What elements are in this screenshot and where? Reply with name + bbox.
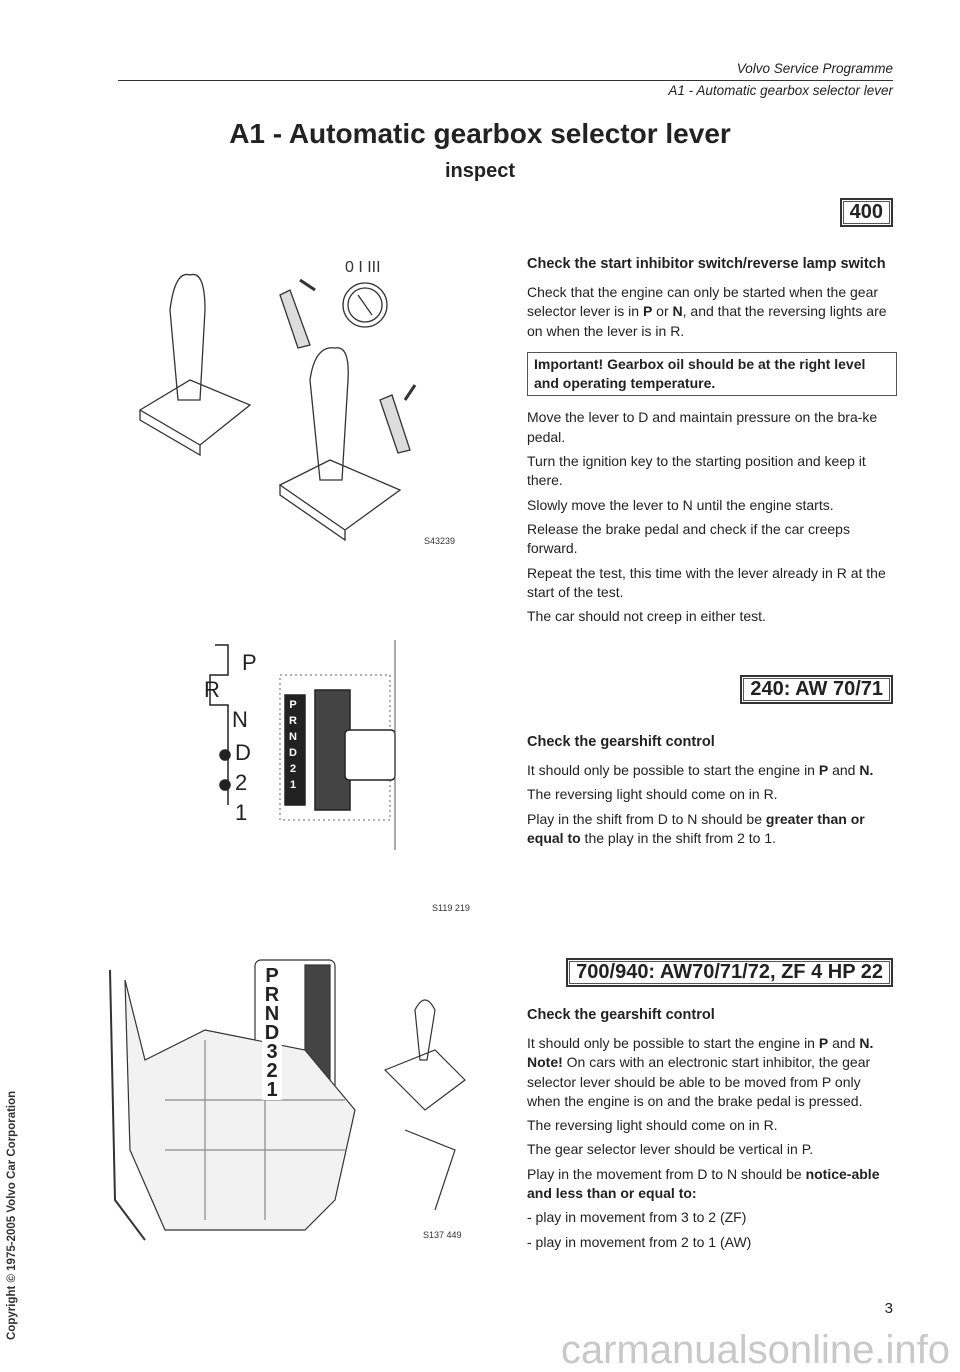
section-heading: Check the gearshift control <box>527 734 715 750</box>
section-heading: Check the gearshift control <box>527 1007 715 1023</box>
important-note: Important! Gearbox oil should be at the right level and operating temperature. <box>527 352 897 397</box>
svg-text:D: D <box>235 740 251 765</box>
paragraph: Check that the engine can only be started when the gear selector lever is in P or N, and that the reversing lights are on when the lever is in R. <box>527 284 887 339</box>
indicator-d: D <box>289 747 297 759</box>
page-number: 3 <box>884 1300 893 1317</box>
paragraph: The reversing light should come on in R. <box>527 786 778 803</box>
indicator-p: P <box>289 699 297 711</box>
gear-2: 2 <box>266 1060 278 1082</box>
figure-2-caption: S119 219 <box>432 903 470 913</box>
running-header-section: A1 - Automatic gearbox selector lever <box>668 83 893 98</box>
step: The car should not creep in either test. <box>527 608 766 625</box>
figure-3-caption: S137 449 <box>423 1230 462 1240</box>
svg-text:1: 1 <box>235 800 248 825</box>
indicator-2: 2 <box>289 763 297 775</box>
watermark: carmanualsonline.info <box>560 1328 950 1372</box>
indicator-n: N <box>289 731 297 743</box>
paragraph: The reversing light should come on in R. <box>527 1117 778 1134</box>
paragraph: It should only be possible to start the engine in P and N. <box>527 762 874 778</box>
bullet: - play in movement from 2 to 1 (AW) <box>527 1233 752 1250</box>
bullet: - play in movement from 3 to 2 (ZF) <box>527 1209 747 1226</box>
model-badge-700-940: 700/940: AW70/71/72, ZF 4 HP 22 <box>566 958 893 987</box>
gear-n: N <box>264 1003 280 1025</box>
model-badge-400: 400 <box>840 198 893 227</box>
section-heading: Check the start inhibitor switch/reverse lamp switch <box>527 256 886 272</box>
figure-selector-lever-illustration <box>130 250 470 560</box>
paragraph: The gear selector lever should be vertical in P. <box>527 1141 814 1158</box>
section-start-inhibitor <box>527 254 897 631</box>
gear-r: R <box>264 984 280 1006</box>
paragraph: Play in the shift from D to N should be greater than or equal to the play in the shift from 2 to 1. <box>527 810 865 846</box>
svg-text:2: 2 <box>235 770 248 795</box>
figure-gear-position-diagram <box>200 635 410 855</box>
running-header-title: Volvo Service Programme <box>736 61 893 76</box>
gear-d: D <box>264 1022 280 1044</box>
svg-text:N: N <box>232 707 248 732</box>
svg-text:P: P <box>242 650 257 675</box>
svg-text:R: R <box>204 677 220 702</box>
gear-1: 1 <box>266 1079 278 1101</box>
page-subtitle: inspect <box>444 160 516 182</box>
paragraph: Play in the movement from D to N should be notice-able and less than or equal to: <box>527 1165 880 1202</box>
step: Repeat the test, this time with the lever already in R at the start of the test. <box>527 564 886 600</box>
ignition-key-label: 0 I III <box>345 259 381 276</box>
figure-1-caption: S43239 <box>424 536 456 546</box>
step: Slowly move the lever to N until the engine starts. <box>527 496 834 513</box>
step: Release the brake pedal and check if the car creeps forward. <box>527 520 850 557</box>
gear-p: P <box>265 965 279 987</box>
header-rule <box>118 80 893 81</box>
indicator-r: R <box>289 715 297 727</box>
indicator-1: 1 <box>289 779 297 791</box>
gear-3: 3 <box>266 1041 278 1063</box>
figure-gearbox-illustration <box>105 950 475 1250</box>
step: Turn the ignition key to the starting position and keep it there. <box>527 453 866 489</box>
step: Move the lever to D and maintain pressure on the bra-ke pedal. <box>527 409 878 445</box>
paragraph: It should only be possible to start the engine in P and N. Note! On cars with an electronic start inhibitor, the gear selector lever should be able to be moved from P only when the engine is on and the brake pedal is pressed. <box>527 1035 874 1109</box>
section-gearshift-700-940 <box>527 1005 897 1257</box>
page-title: A1 - Automatic gearbox selector lever <box>229 118 731 149</box>
section-gearshift-240 <box>527 732 897 853</box>
copyright-notice: Copyright © 1975-2005 Volvo Car Corporation <box>6 1090 18 1340</box>
model-badge-240: 240: AW 70/71 <box>740 675 893 704</box>
